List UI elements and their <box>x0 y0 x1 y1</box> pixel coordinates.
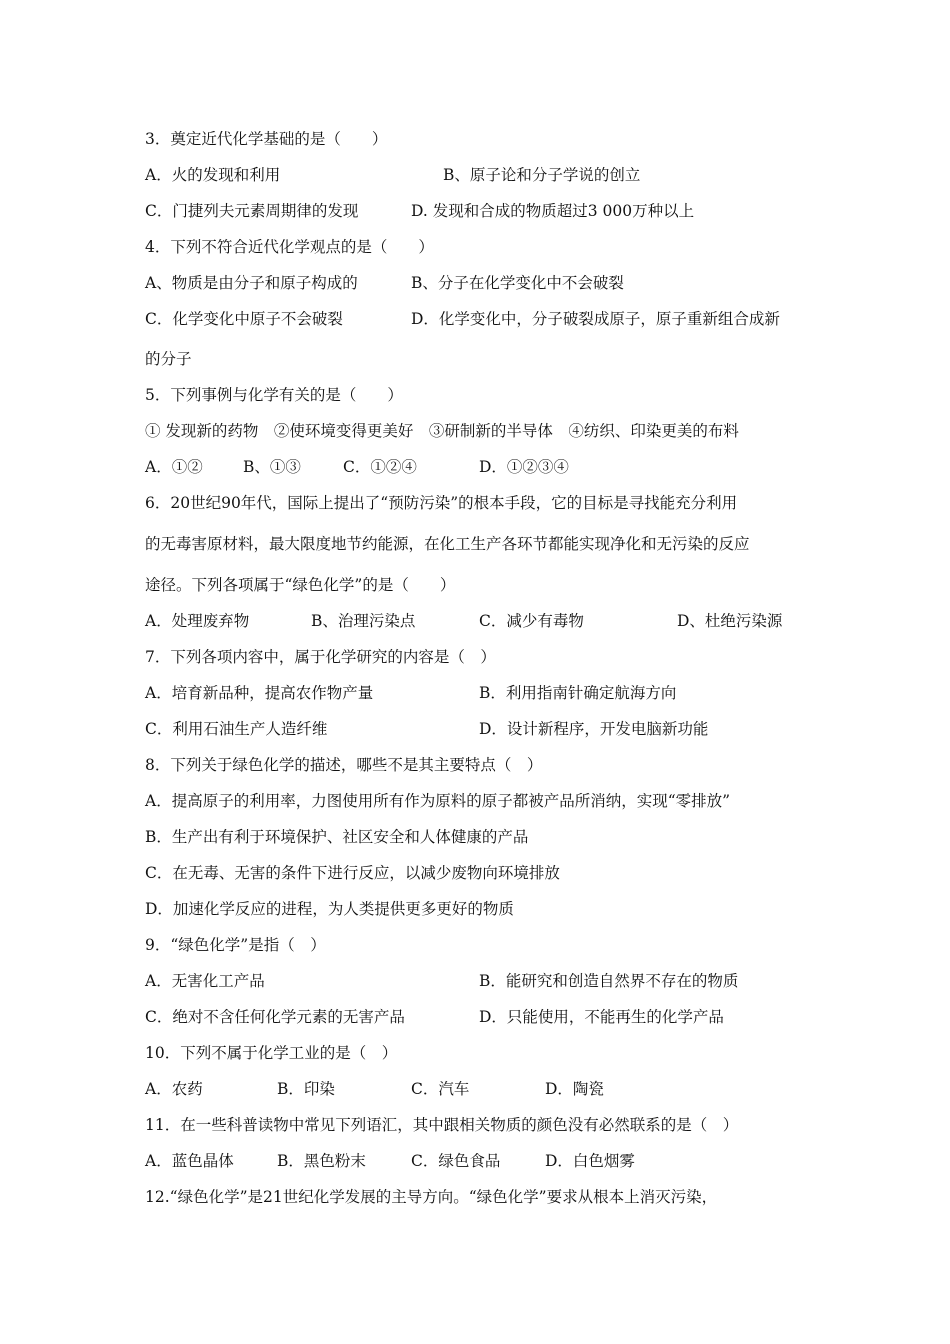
q6-stem-1: 6．20世纪90年代，国际上提出了“预防污染”的根本手段，它的目标是寻找能充分利用 <box>145 494 738 512</box>
q10-stem: 10．下列不属于化学工业的是（ ） <box>145 1044 398 1062</box>
q5-items: ① 发现新的药物 ②使环境变得更美好 ③研制新的半导体 ④纺织、印染更美的布料 <box>145 422 739 440</box>
q7-option-d: D．设计新程序，开发电脑新功能 <box>479 720 709 738</box>
q9-option-d: D．只能使用，不能再生的化学产品 <box>479 1008 724 1026</box>
q7-option-a: A．培育新品种，提高农作物产量 <box>145 684 374 702</box>
q10-option-d: D．陶瓷 <box>545 1080 604 1098</box>
q5-option-b: B、①③ <box>243 458 301 476</box>
q6-option-b: B、治理污染点 <box>311 612 416 630</box>
q4-option-b: B、分子在化学变化中不会破裂 <box>411 274 624 292</box>
q10-option-a: A．农药 <box>145 1080 203 1098</box>
q6-stem-3: 途径。下列各项属于“绿色化学”的是（ ） <box>145 576 456 594</box>
q4-option-d-cont: 的分子 <box>145 350 192 368</box>
q4-option-d: D．化学变化中，分子破裂成原子，原子重新组合成新 <box>411 310 780 328</box>
q4-option-a: A、物质是由分子和原子构成的 <box>145 274 358 292</box>
q8-option-d: D．加速化学反应的进程，为人类提供更多更好的物质 <box>145 900 514 918</box>
q9-option-c: C．绝对不含任何化学元素的无害产品 <box>145 1008 405 1026</box>
q5-stem: 5．下列事例与化学有关的是（ ） <box>145 386 403 404</box>
q6-option-d: D、杜绝污染源 <box>677 612 783 630</box>
q8-option-b: B．生产出有利于环境保护、社区安全和人体健康的产品 <box>145 828 529 846</box>
q6-stem-2: 的无毒害原材料，最大限度地节约能源，在化工生产各环节都能实现净化和无污染的反应 <box>145 535 750 553</box>
q12-stem: 12.“绿色化学”是21世纪化学发展的主导方向。“绿色化学”要求从根本上消灭污染， <box>145 1188 718 1206</box>
q11-stem: 11．在一些科普读物中常见下列语汇，其中跟相关物质的颜色没有必然联系的是（ ） <box>145 1116 739 1134</box>
q4-option-c: C．化学变化中原子不会破裂 <box>145 310 343 328</box>
q8-stem: 8．下列关于绿色化学的描述，哪些不是其主要特点（ ） <box>145 756 543 774</box>
q6-option-c: C．减少有毒物 <box>479 612 584 630</box>
q11-option-a: A．蓝色晶体 <box>145 1152 234 1170</box>
q3-stem: 3．奠定近代化学基础的是（ ） <box>145 130 388 148</box>
q7-stem: 7．下列各项内容中，属于化学研究的内容是（ ） <box>145 648 496 666</box>
q11-option-b: B．黑色粉末 <box>277 1152 366 1170</box>
q3-option-c: C．门捷列夫元素周期律的发现 <box>145 202 359 220</box>
q3-option-d: D. 发现和合成的物质超过3 000万种以上 <box>411 202 695 220</box>
q3-option-b: B、原子论和分子学说的创立 <box>443 166 641 184</box>
q9-option-b: B．能研究和创造自然界不存在的物质 <box>479 972 739 990</box>
q5-option-a: A．①② <box>145 458 203 476</box>
q3-option-a: A．火的发现和利用 <box>145 166 281 184</box>
q9-option-a: A．无害化工产品 <box>145 972 265 990</box>
q5-option-d: D．①②③④ <box>479 458 569 476</box>
q5-option-c: C．①②④ <box>343 458 417 476</box>
q11-option-c: C．绿色食品 <box>411 1152 501 1170</box>
q4-stem: 4．下列不符合近代化学观点的是（ ） <box>145 238 434 256</box>
q7-option-c: C．利用石油生产人造纤维 <box>145 720 328 738</box>
q11-option-d: D．白色烟雾 <box>545 1152 635 1170</box>
q10-option-c: C．汽车 <box>411 1080 470 1098</box>
q8-option-c: C．在无毒、无害的条件下进行反应，以减少废物向环境排放 <box>145 864 560 882</box>
q10-option-b: B．印染 <box>277 1080 335 1098</box>
q7-option-b: B．利用指南针确定航海方向 <box>479 684 677 702</box>
q6-option-a: A．处理废弃物 <box>145 612 250 630</box>
q8-option-a: A．提高原子的利用率，力图使用所有作为原料的原子都被产品所消纳，实现“零排放” <box>145 792 731 810</box>
q9-stem: 9．“绿色化学”是指（ ） <box>145 936 326 954</box>
